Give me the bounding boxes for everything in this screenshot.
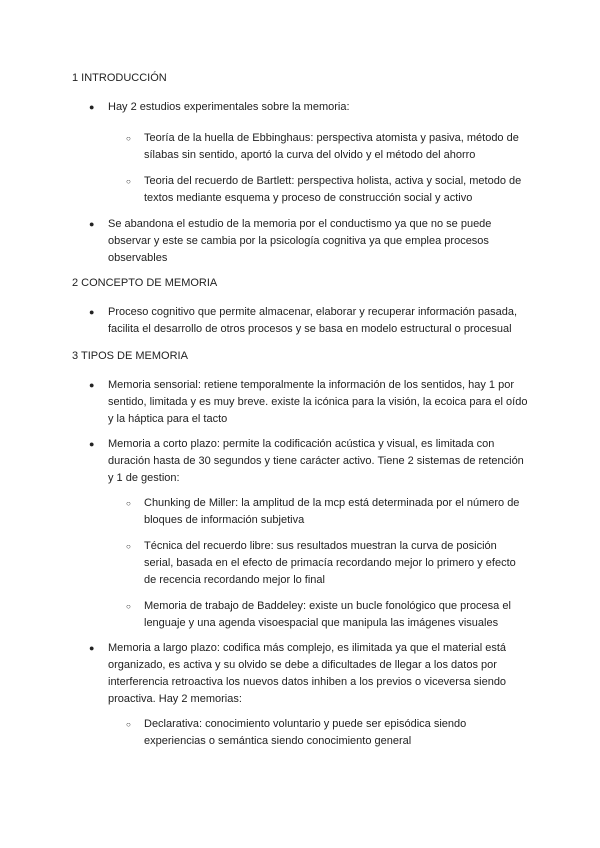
sub-list-item: Memoria de trabajo de Baddeley: existe un bucle fonológico que procesa el lenguaje y una agenda visoespacial que manipula las imágenes visuales: [144, 600, 511, 629]
section-heading-introduccion: 1 INTRODUCCIÓN: [72, 72, 167, 84]
list-item: Hay 2 estudios experimentales sobre la memoria:: [108, 101, 350, 113]
section-heading-tipos: 3 TIPOS DE MEMORIA: [72, 350, 188, 362]
list-item: Memoria sensorial: retiene temporalmente la información de los sentidos, hay 1 por sentido, limitada y es muy breve. existe la icónica para la visión, la ecoica para el oído y la háptica para el tacto: [108, 379, 528, 425]
bullet-icon: ●: [89, 307, 95, 317]
sub-bullet-icon: ○: [126, 720, 131, 729]
sub-list-item: Teoria del recuerdo de Bartlett: perspectiva holista, activa y social, metodo de textos mediante esquema y proceso de construcción social y activo: [144, 175, 522, 204]
bullet-icon: ●: [89, 102, 95, 112]
list-item: Se abandona el estudio de la memoria por el conductismo ya que no se puede observar y este se cambia por la psicología cognitiva ya que emplea procesos observables: [108, 218, 492, 264]
sub-bullet-icon: ○: [126, 134, 131, 143]
list-item: Proceso cognitivo que permite almacenar, elaborar y recuperar información pasada, facilita el desarrollo de otros procesos y se basa en modelo estructural o procesual: [108, 306, 518, 335]
sub-bullet-icon: ○: [126, 602, 131, 611]
sub-bullet-icon: ○: [126, 542, 131, 551]
sub-list-item: Técnica del recuerdo libre: sus resultados muestran la curva de posición serial, basada en el efecto de primacía recordando mejor lo primero y efecto de recencia recordando mejor lo final: [144, 540, 516, 586]
sub-bullet-icon: ○: [126, 499, 131, 508]
sub-list-item: Declarativa: conocimiento voluntario y puede ser episódica siendo experiencias o semántica siendo conocimiento general: [144, 718, 467, 747]
sub-list-item: Teoría de la huella de Ebbinghaus: perspectiva atomista y pasiva, método de sílabas sin sentido, aportó la curva del olvido y el método del ahorro: [144, 132, 519, 161]
bullet-icon: ●: [89, 380, 95, 390]
list-item: Memoria a largo plazo: codifica más complejo, es ilimitada ya que el material está organizado, es activa y su olvido se debe a dificultades de llegar a los datos por interferencia retroactiva los nuevos datos inhiben a los previos o viceversa siendo proactiva. Hay 2 memorias:: [108, 642, 507, 705]
sub-list-item: Chunking de Miller: la amplitud de la mcp está determinada por el número de bloques de información subjetiva: [144, 497, 520, 526]
sub-bullet-icon: ○: [126, 177, 131, 186]
bullet-icon: ●: [89, 439, 95, 449]
section-heading-concepto: 2 CONCEPTO DE MEMORIA: [72, 277, 218, 289]
bullet-icon: ●: [89, 219, 95, 229]
bullet-icon: ●: [89, 643, 95, 653]
list-item: Memoria a corto plazo: permite la codificación acústica y visual, es limitada con duración hasta de 30 segundos y tiene carácter activo. Tiene 2 sistemas de retención y 1 de gestion:: [108, 438, 524, 484]
